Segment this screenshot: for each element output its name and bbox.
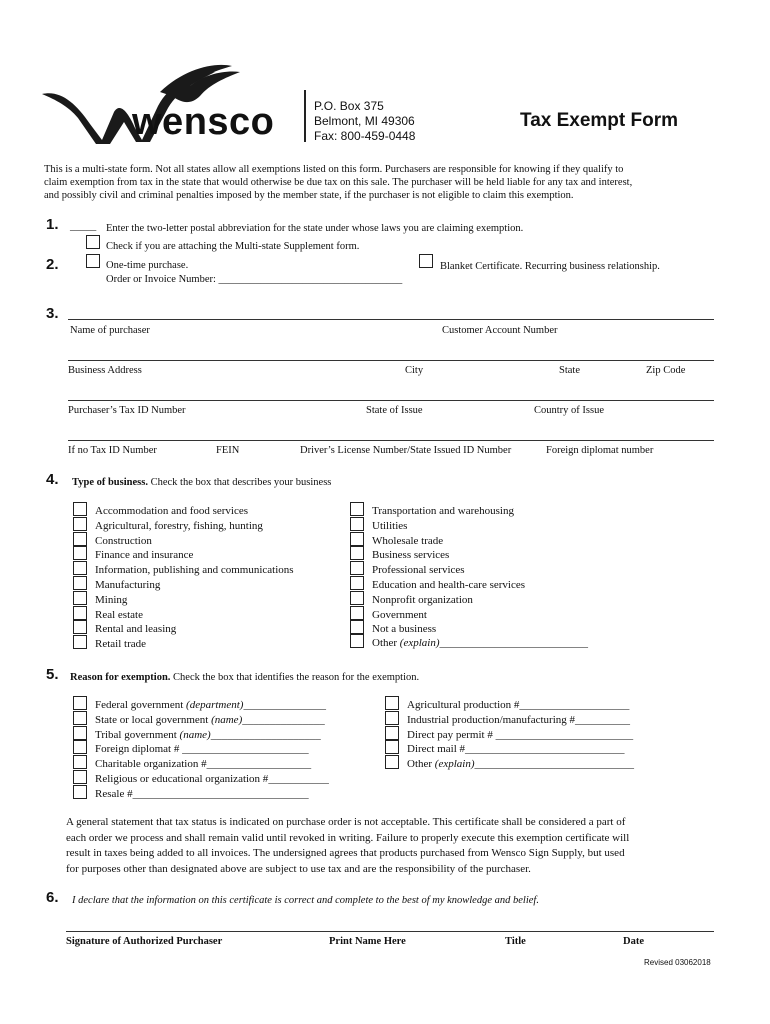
label-state: State <box>559 365 580 376</box>
business-type-label: Government <box>372 608 427 621</box>
intro-line: claim exemption from tax in the state that would otherwise be due tax on this sale. The purchaser will be held liable for any tax and interest, <box>44 177 633 188</box>
label-country-of-issue: Country of Issue <box>534 405 604 416</box>
business-type-label: Business services <box>372 549 450 562</box>
exemption-reason-pre: Foreign diplomat # <box>95 743 183 756</box>
header-divider <box>304 90 306 142</box>
revision-note: Revised 03062018 <box>644 958 711 967</box>
exemption-reason-it: (name) <box>179 728 211 741</box>
business-type-checkbox-utilities[interactable] <box>350 517 364 531</box>
exemption-reason-pre: Direct pay permit # <box>407 728 496 741</box>
intro-line: This is a multi-state form. Not all states allow all exemptions listed on this form. Purchasers are responsible for knowing if they qualify to <box>44 164 624 175</box>
exemption-reason-pre: Federal government <box>95 699 187 711</box>
address-line-city: Belmont, MI 49306 <box>314 114 415 128</box>
label-name-of-purchaser: Name of purchaser <box>70 325 150 336</box>
business-type-checkbox-construction[interactable] <box>73 532 87 546</box>
label-drivers-license: Driver’s License Number/State Issued ID Number <box>300 445 512 456</box>
intro-line: and possibly civil and criminal penalties imposed by the member state, if the purchaser is not eligible to claim this exemption. <box>44 190 574 201</box>
exemption-reason-field[interactable] <box>407 758 634 771</box>
company-logo <box>40 62 300 146</box>
business-address-line[interactable] <box>68 360 714 361</box>
exemption-reason-checkbox-other[interactable] <box>385 755 399 769</box>
exemption-reason-checkbox-industrial-production-manufacturing[interactable] <box>385 711 399 725</box>
exemption-reason-pre: Tribal government <box>95 728 180 741</box>
business-type-checkbox-other[interactable] <box>350 634 364 648</box>
exemption-reason-checkbox-state-or-local-government[interactable] <box>73 711 87 725</box>
statement-line: result in taxes being added to all invoices. The undersigned agrees that products purchased from Wensco Sign Supply, but used <box>66 847 625 859</box>
exemption-reason-field[interactable] <box>407 714 630 727</box>
label-date: Date <box>623 936 644 947</box>
statement-line: each order we process and shall remain valid until revoked in writing. Failure to properly execute this exemption certificate will <box>66 831 630 844</box>
business-type-label: Information, publishing and communications <box>95 564 294 577</box>
business-type-label: Not a business <box>372 623 437 636</box>
exemption-reason-it: (department) <box>186 699 244 711</box>
state-abbrev-blank[interactable]: _____ <box>70 221 97 232</box>
business-type-checkbox-real-estate[interactable] <box>73 606 87 620</box>
statement-line: A general statement that tax status is indicated on purchase order is not acceptable. This certificate shall be considered a part of <box>66 816 626 828</box>
business-type-checkbox-not-a-business[interactable] <box>350 620 364 634</box>
multistate-supplement-label: Check if you are attaching the Multi-state Supplement form. <box>106 241 360 252</box>
exemption-reason-pre: Agricultural production # <box>407 699 520 711</box>
business-type-checkbox-retail-trade[interactable] <box>73 635 87 649</box>
exemption-reason-checkbox-tribal-government[interactable] <box>73 726 87 740</box>
address-line-po-box: P.O. Box 375 <box>314 99 384 113</box>
exemption-reason-checkbox-charitable-organization[interactable] <box>73 755 87 769</box>
declaration-text: I declare that the information on this certificate is correct and complete to the best of my knowledge and belief. <box>72 895 539 906</box>
label-signature: Signature of Authorized Purchaser <box>66 936 223 947</box>
section-4-number: 4. <box>46 471 59 488</box>
label-customer-account-number: Customer Account Number <box>442 325 558 336</box>
section-5-number: 5. <box>46 666 59 683</box>
exemption-reason-field[interactable] <box>95 773 329 786</box>
exemption-reason-pre: Direct mail # <box>407 743 466 756</box>
exemption-reason-post: ___________________ <box>206 758 312 771</box>
label-print-name: Print Name Here <box>329 936 406 947</box>
exemption-reason-field[interactable] <box>95 743 309 756</box>
business-type-label: Professional services <box>372 564 465 577</box>
exemption-reason-field[interactable] <box>95 714 325 727</box>
one-time-purchase-label: One-time purchase. <box>106 260 189 271</box>
exemption-reason-checkbox-direct-pay-permit[interactable] <box>385 726 399 740</box>
business-type-checkbox-rental-and-leasing[interactable] <box>73 620 87 634</box>
exemption-reason-checkbox-direct-mail[interactable] <box>385 740 399 754</box>
business-type-checkbox-manufacturing[interactable] <box>73 576 87 590</box>
business-type-label: Education and health-care services <box>372 579 526 591</box>
exemption-reason-subtitle: Check the box that identifies the reason for the exemption. <box>173 672 420 683</box>
form-title: Tax Exempt Form <box>520 110 679 131</box>
business-type-label: Mining <box>95 593 128 606</box>
business-type-checkbox-transportation-and-warehousing[interactable] <box>350 502 364 516</box>
business-type-label: Utilities <box>372 519 408 532</box>
label-purchaser-tax-id: Purchaser’s Tax ID Number <box>68 405 186 416</box>
exemption-reason-post: _________________________ <box>495 728 634 741</box>
business-type-label: Rental and leasing <box>95 623 177 636</box>
business-type-checkbox-finance-and-insurance[interactable] <box>73 546 87 560</box>
business-type-checkbox-accommodation-and-food-services[interactable] <box>73 502 87 516</box>
alt-id-line[interactable] <box>68 440 714 441</box>
exemption-reason-checkbox-foreign-diplomat[interactable] <box>73 740 87 754</box>
exemption-reason-pre: Charitable organization # <box>95 758 207 771</box>
general-statement <box>66 815 629 877</box>
business-other-label: Other <box>372 637 400 649</box>
purchaser-name-line[interactable] <box>68 319 714 320</box>
one-time-purchase-checkbox[interactable] <box>86 254 100 268</box>
business-other-explain: (explain) <box>399 637 440 649</box>
label-state-of-issue: State of Issue <box>366 405 423 416</box>
business-type-label: Transportation and warehousing <box>372 505 514 517</box>
exemption-reason-pre: Other <box>407 758 435 771</box>
section-3-number: 3. <box>46 305 59 322</box>
business-type-checkbox-business-services[interactable] <box>350 546 364 560</box>
blanket-certificate-checkbox[interactable] <box>419 254 433 268</box>
business-type-other[interactable] <box>372 637 588 650</box>
business-type-title: Type of business. <box>72 477 148 488</box>
exemption-reason-checkbox-religious-or-educational-organization[interactable] <box>73 770 87 784</box>
exemption-reason-post: _____________________________ <box>474 758 634 771</box>
exemption-reason-checkbox-resale[interactable] <box>73 785 87 799</box>
business-type-checkbox-government[interactable] <box>350 606 364 620</box>
business-type-heading <box>72 476 331 489</box>
exemption-reason-checkbox-federal-government[interactable] <box>73 696 87 710</box>
label-zip-code: Zip Code <box>646 365 686 376</box>
section-6-number: 6. <box>46 889 59 906</box>
exemption-reason-pre: Religious or educational organization # <box>95 773 269 785</box>
exemption-reason-pre: State or local government <box>95 713 212 726</box>
exemption-reason-field[interactable] <box>95 729 321 742</box>
multistate-supplement-checkbox[interactable] <box>86 235 100 249</box>
business-type-checkbox-agricultural-forestry-fishing-hunting[interactable] <box>73 517 87 531</box>
business-type-checkbox-information-publishing-and-communications[interactable] <box>73 561 87 575</box>
business-type-label: Manufacturing <box>95 579 161 591</box>
exemption-reason-post: _______________ <box>242 713 325 726</box>
label-business-address: Business Address <box>68 365 142 376</box>
exemption-reason-it: (explain) <box>434 758 475 771</box>
business-type-label: Construction <box>95 534 152 547</box>
statement-line: for purposes other than designated above are subject to use tax and are the responsibility of the purchaser. <box>66 862 531 875</box>
section-2-number: 2. <box>46 256 59 273</box>
label-foreign-diplomat-number: Foreign diplomat number <box>546 445 654 456</box>
exemption-reason-field[interactable] <box>95 758 311 771</box>
business-type-label: Nonprofit organization <box>372 593 473 606</box>
business-type-checkbox-mining[interactable] <box>73 591 87 605</box>
exemption-reason-post: _______________________ <box>182 743 309 756</box>
exemption-reason-title: Reason for exemption. <box>70 672 171 683</box>
label-no-tax-id: If no Tax ID Number <box>68 445 157 456</box>
blanket-certificate-label: Blanket Certificate. Recurring business relationship. <box>440 261 660 272</box>
section-1-number: 1. <box>46 216 59 233</box>
state-abbrev-instruction: Enter the two-letter postal abbreviation for the state under whose laws you are claiming exemption. <box>106 223 524 234</box>
order-invoice-number-field[interactable]: Order or Invoice Number: ___________________________________ <box>106 274 403 285</box>
exemption-reason-field[interactable] <box>407 743 625 756</box>
exemption-reason-post: ___________ <box>268 773 329 785</box>
business-type-label: Retail trade <box>95 638 147 651</box>
business-type-checkbox-education-and-health-care-services[interactable] <box>350 576 364 590</box>
exemption-reason-post: __________ <box>575 713 631 726</box>
address-line-fax: Fax: 800-459-0448 <box>314 129 416 143</box>
business-other-line: ___________________________ <box>439 637 588 649</box>
exemption-reason-post: _____________________________ <box>465 743 625 756</box>
label-city: City <box>405 365 424 376</box>
business-type-label: Real estate <box>95 608 143 621</box>
company-address <box>314 99 415 144</box>
exemption-reason-post: ____________________ <box>210 728 321 741</box>
exemption-reason-post: ________________________________ <box>132 787 309 800</box>
signature-line[interactable] <box>66 931 714 932</box>
label-title: Title <box>505 936 526 947</box>
tax-id-line[interactable] <box>68 400 714 401</box>
label-fein: FEIN <box>216 445 240 456</box>
brand-wordmark: wensco <box>132 101 275 143</box>
business-type-subtitle: Check the box that describes your business <box>150 477 332 488</box>
business-type-label: Wholesale trade <box>372 534 444 547</box>
exemption-reason-field[interactable] <box>95 788 309 801</box>
exemption-reason-post: ____________________ <box>519 699 630 711</box>
exemption-reason-checkbox-agricultural-production[interactable] <box>385 696 399 710</box>
exemption-reason-field[interactable] <box>95 699 326 712</box>
exemption-reason-heading <box>70 671 419 684</box>
business-type-checkbox-professional-services[interactable] <box>350 561 364 575</box>
business-type-label: Accommodation and food services <box>95 505 249 517</box>
exemption-reason-it: (name) <box>211 713 243 726</box>
exemption-reason-post: _______________ <box>243 699 326 711</box>
exemption-reason-pre: Resale # <box>95 787 133 800</box>
business-type-checkbox-wholesale-trade[interactable] <box>350 532 364 546</box>
business-type-label: Agricultural, forestry, fishing, hunting <box>95 519 263 532</box>
business-type-checkbox-nonprofit-organization[interactable] <box>350 591 364 605</box>
exemption-reason-field[interactable] <box>407 729 633 742</box>
exemption-reason-pre: Industrial production/manufacturing # <box>407 713 576 726</box>
exemption-reason-field[interactable] <box>407 699 629 712</box>
business-type-label: Finance and insurance <box>95 549 194 562</box>
intro-paragraph <box>44 163 734 202</box>
